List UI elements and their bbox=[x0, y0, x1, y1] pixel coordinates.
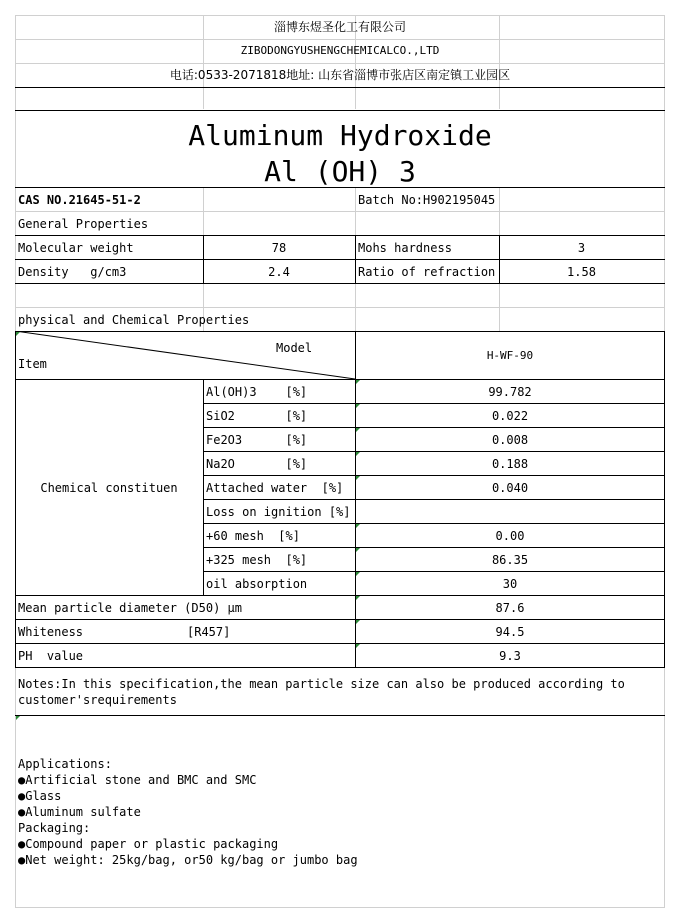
border bbox=[15, 619, 665, 620]
row-label: Loss on ignition [%] bbox=[206, 505, 351, 519]
cell-marker-icon bbox=[356, 572, 360, 576]
general-properties-heading: General Properties bbox=[18, 217, 149, 231]
cell-marker-icon bbox=[356, 428, 360, 432]
application-item: ●Artificial stone and BMC and SMC bbox=[18, 773, 257, 787]
row-label: Na2O [%] bbox=[206, 457, 308, 471]
row-label: Fe2O3 [%] bbox=[206, 433, 308, 447]
gridline bbox=[15, 63, 665, 64]
diagonal-divider bbox=[15, 331, 356, 380]
ph-value: 9.3 bbox=[499, 649, 521, 663]
notes-line: Notes:In this specification,the mean particle size can also be produced according to bbox=[18, 677, 625, 691]
border bbox=[203, 523, 665, 524]
application-item: ●Glass bbox=[18, 789, 62, 803]
model-value: H-WF-90 bbox=[486, 349, 534, 362]
physical-properties-heading: physical and Chemical Properties bbox=[18, 313, 250, 327]
border bbox=[203, 403, 665, 404]
border bbox=[15, 595, 665, 596]
molecular-weight-value: 78 bbox=[271, 241, 287, 255]
packaging-item: ●Net weight: 25kg/bag, or50 kg/bag or jumbo bag bbox=[18, 853, 358, 867]
application-item: ●Aluminum sulfate bbox=[18, 805, 141, 819]
row-value: 99.782 bbox=[488, 385, 532, 399]
border bbox=[15, 643, 665, 644]
border bbox=[15, 110, 665, 111]
cell-marker-icon bbox=[356, 524, 360, 528]
gridline bbox=[15, 907, 665, 908]
cell-marker-icon bbox=[356, 620, 360, 624]
cell-marker-icon bbox=[16, 332, 20, 336]
border bbox=[203, 427, 665, 428]
border bbox=[203, 571, 665, 572]
row-label: oil absorption bbox=[206, 577, 308, 591]
border bbox=[15, 667, 665, 668]
packaging-item: ●Compound paper or plastic packaging bbox=[18, 837, 279, 851]
border bbox=[203, 451, 665, 452]
gridline bbox=[15, 211, 665, 212]
cas-number: CAS NO.21645-51-2 bbox=[18, 193, 141, 207]
item-label: Item bbox=[18, 357, 47, 371]
row-label: +60 mesh [%] bbox=[206, 529, 300, 543]
molecular-weight-label: Molecular weight bbox=[18, 241, 134, 255]
product-formula: Al (OH) 3 bbox=[264, 155, 416, 188]
row-value: 0.188 bbox=[491, 457, 529, 471]
row-value: 0.040 bbox=[491, 481, 529, 495]
row-label: +325 mesh [%] bbox=[206, 553, 308, 567]
product-title: Aluminum Hydroxide bbox=[188, 119, 492, 152]
row-label: Attached water [%] bbox=[206, 481, 344, 495]
row-label: Al(OH)3 [%] bbox=[206, 385, 308, 399]
whiteness-label: Whiteness bbox=[18, 625, 84, 639]
mohs-value: 3 bbox=[577, 241, 586, 255]
border bbox=[15, 715, 665, 716]
gridline bbox=[15, 15, 665, 16]
cell-marker-icon bbox=[356, 596, 360, 600]
chemical-group-label: Chemical constituen bbox=[40, 481, 178, 495]
cell-marker-icon bbox=[356, 380, 360, 384]
company-name-cn: 淄博东煜圣化工有限公司 bbox=[273, 20, 406, 34]
row-label: SiO2 [%] bbox=[206, 409, 308, 423]
cell-marker-icon bbox=[356, 548, 360, 552]
border bbox=[355, 235, 356, 283]
whiteness-value: 94.5 bbox=[495, 625, 525, 639]
border bbox=[664, 331, 665, 667]
row-value: 0.00 bbox=[495, 529, 525, 543]
gridline bbox=[15, 307, 665, 308]
border bbox=[15, 235, 665, 236]
row-value: 86.35 bbox=[491, 553, 529, 567]
border bbox=[15, 283, 665, 284]
ph-label: PH value bbox=[18, 649, 84, 663]
density-label: Density g/cm3 bbox=[18, 265, 127, 279]
refraction-value: 1.58 bbox=[567, 265, 596, 279]
border bbox=[15, 331, 16, 667]
packaging-heading: Packaging: bbox=[18, 821, 91, 835]
border bbox=[203, 547, 665, 548]
row-value: 0.008 bbox=[491, 433, 529, 447]
border bbox=[15, 87, 665, 88]
density-value: 2.4 bbox=[268, 265, 290, 279]
border bbox=[203, 475, 665, 476]
mean-particle-label: Mean particle diameter (D50) μm bbox=[18, 601, 242, 615]
cell-marker-icon bbox=[356, 452, 360, 456]
row-value: 30 bbox=[502, 577, 518, 591]
border bbox=[203, 379, 204, 595]
mean-particle-value: 87.6 bbox=[495, 601, 525, 615]
batch-number: Batch No:H902195045 bbox=[358, 193, 496, 207]
row-value: 0.022 bbox=[491, 409, 529, 423]
mohs-label: Mohs hardness bbox=[358, 241, 452, 255]
applications-heading: Applications: bbox=[18, 757, 112, 771]
whiteness-unit: [R457] bbox=[187, 625, 231, 639]
company-name-en: ZIBODONGYUSHENGCHEMICALCO.,LTD bbox=[240, 44, 440, 57]
gridline bbox=[15, 39, 665, 40]
cell-marker-icon bbox=[356, 644, 360, 648]
border bbox=[15, 259, 665, 260]
cell-marker-icon bbox=[16, 716, 20, 720]
notes-line: customer'srequirements bbox=[18, 693, 177, 707]
cell-marker-icon bbox=[356, 476, 360, 480]
refraction-label: Ratio of refraction bbox=[358, 265, 496, 279]
border bbox=[203, 499, 665, 500]
company-contact: 电话:0533-2071818地址: 山东省淄博市张店区南定镇工业园区 bbox=[169, 68, 511, 82]
model-label: Model bbox=[276, 341, 313, 355]
cell-marker-icon bbox=[356, 404, 360, 408]
